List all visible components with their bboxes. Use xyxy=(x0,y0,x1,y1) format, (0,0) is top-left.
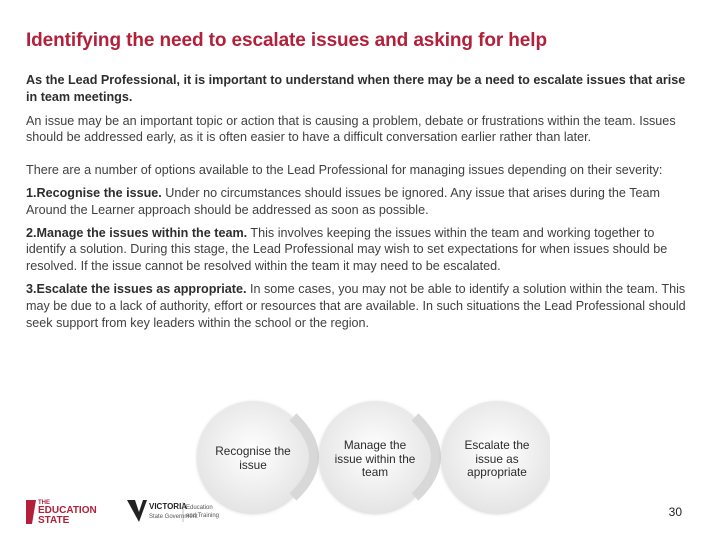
page-number: 30 xyxy=(668,505,682,519)
body-content xyxy=(26,72,694,337)
options-intro-paragraph: There are a number of options available to the Lead Professional for managing issues depending on their severity: xyxy=(26,163,663,178)
intro-paragraph: As the Lead Professional, it is important to understand when there may be a need to escalate issues that arise in team meetings. xyxy=(26,73,686,104)
option-label: 3.Escalate the issues as appropriate. xyxy=(26,281,247,296)
step-manage: Manage the issue within the team xyxy=(334,438,416,479)
option-recognise xyxy=(26,185,694,219)
logo-line-2: EDUCATION xyxy=(38,505,97,516)
logo-line-1: THE xyxy=(38,500,50,506)
victoria-government-logo xyxy=(125,496,225,526)
option-label: 1.Recognise the issue. xyxy=(26,185,162,200)
victoria-wordmark: VICTORIA xyxy=(149,502,188,511)
option-text: This involves keeping the issues within the team and working together to identify a solution. During this stage, the Lead Professional may wish to set expectations for when issues should be resolved. If the issue cannot be resolved within the team it may need to be escalated. xyxy=(26,225,668,274)
option-manage xyxy=(26,225,694,275)
escalation-steps-diagram xyxy=(195,395,550,535)
page-title: Identifying the need to escalate issues and asking for help xyxy=(26,30,547,51)
step-escalate: Escalate the issue as appropriate xyxy=(464,438,530,479)
logo-line-3: STATE xyxy=(38,515,70,526)
option-escalate xyxy=(26,281,694,331)
option-text: In some cases, you may not be able to identify a solution within the team. This may be due to a lack of authority, effort or resources that are available. In such situations the Lead Professional should seek support from key leaders within the school or the region. xyxy=(26,281,686,330)
option-text: Under no circumstances should issues be ignored. Any issue that arises during the Team Around the Learner approach should be addressed as soon as possible. xyxy=(26,185,660,217)
victoria-subtext: State Government xyxy=(149,514,198,520)
education-state-logo xyxy=(24,496,116,526)
department-line-2: and Training xyxy=(186,513,220,519)
department-line-1: Education xyxy=(186,505,213,511)
option-label: 2.Manage the issues within the team. xyxy=(26,225,248,240)
step-recognise: Recognise the issue xyxy=(215,444,291,472)
issue-definition-paragraph: An issue may be an important topic or action that is causing a problem, debate or frustrations within the team. Issues should be addressed early, as it is often easier to have a difficult conversation earlier rather than later. xyxy=(26,113,676,145)
